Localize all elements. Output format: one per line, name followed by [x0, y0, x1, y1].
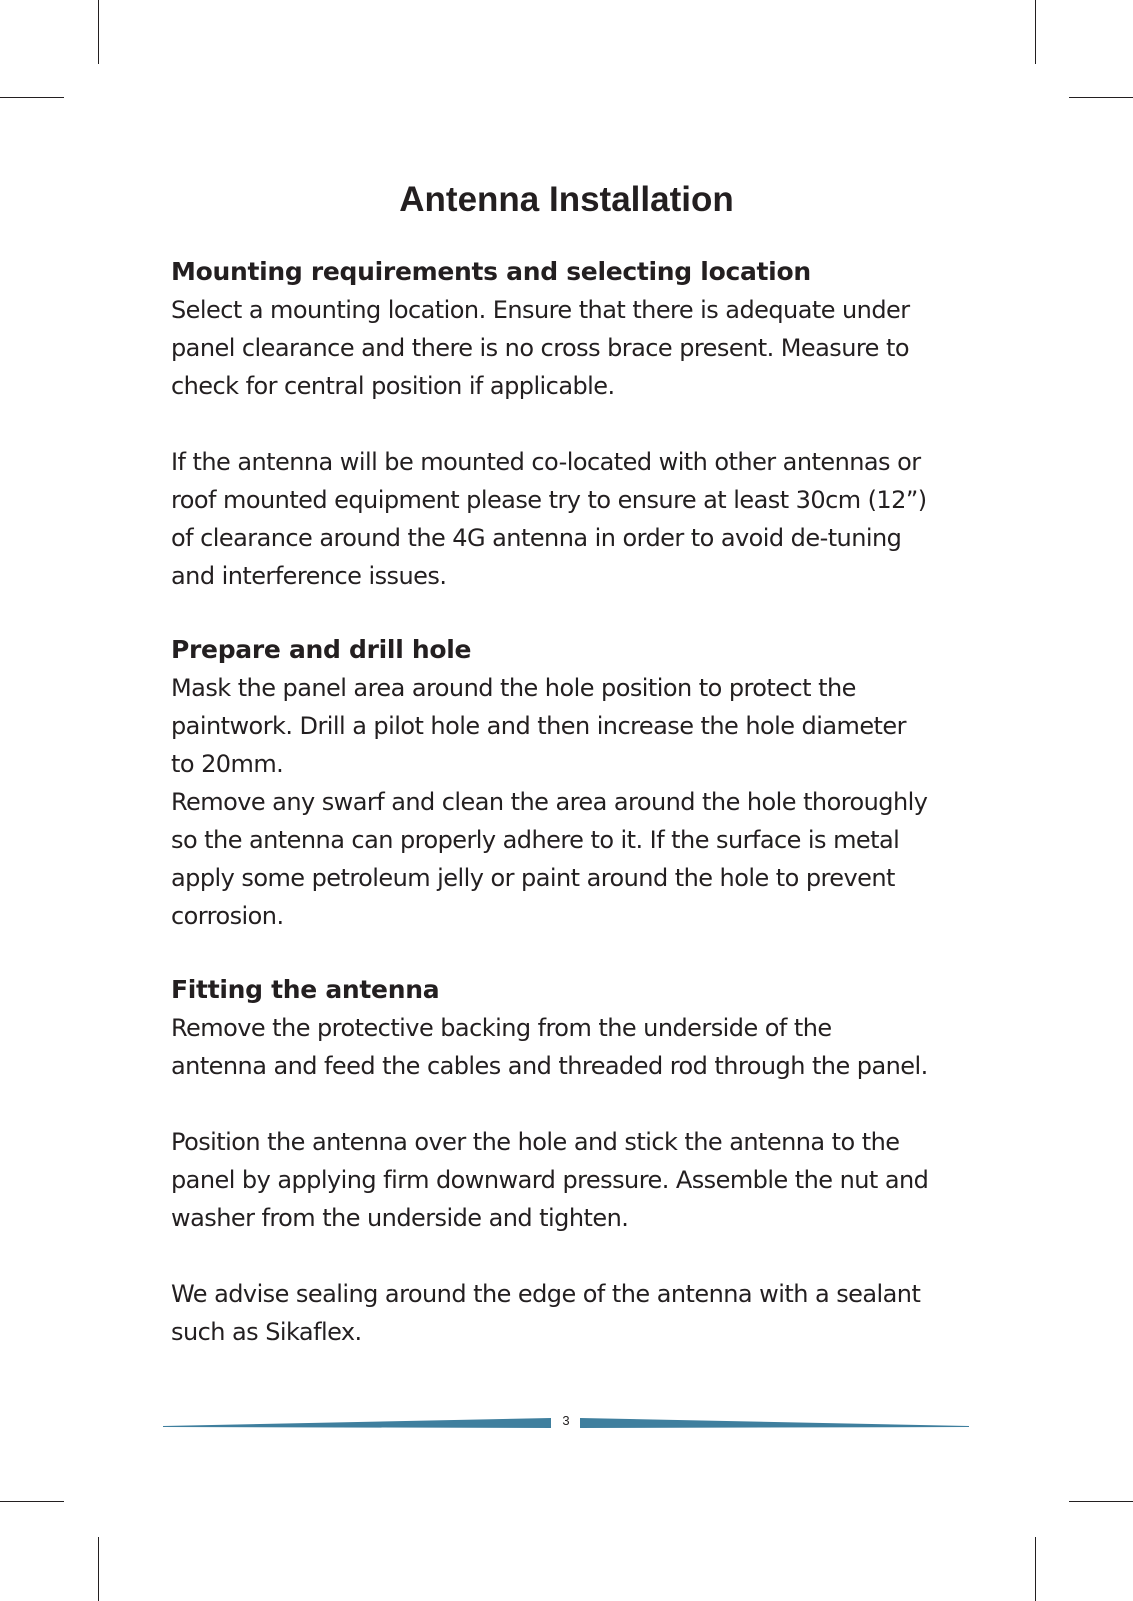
crop-mark-top-right-horizontal [1069, 97, 1133, 98]
paragraph: We advise sealing around the edge of the antenna with a sealant such as Sikaflex. [171, 1280, 921, 1346]
page-number: 3 [562, 1413, 570, 1428]
crop-mark-bottom-right-vertical [1035, 1537, 1036, 1601]
paragraph: Remove the protective backing from the underside of the antenna and feed the cables and threaded rod through the panel. [171, 1014, 928, 1080]
section-heading: Fitting the antenna [171, 975, 440, 1004]
crop-mark-top-left-horizontal [0, 97, 64, 98]
paragraph: Position the antenna over the hole and stick the antenna to the panel by applying firm downward pressure. Assemble the nut and washer from the underside and tighten. [171, 1128, 929, 1232]
section-heading: Mounting requirements and selecting location [171, 257, 811, 286]
crop-mark-bottom-left-horizontal [0, 1501, 64, 1502]
section-mounting-requirements [171, 253, 1001, 595]
document-body [171, 253, 1001, 1387]
footer-rule-right [580, 1418, 969, 1428]
paragraph: Remove any swarf and clean the area around the hole thoroughly so the antenna can properly adhere to it. If the surface is metal apply some petroleum jelly or paint around the hole to prevent corrosion. [171, 788, 928, 930]
crop-mark-top-left-vertical [98, 0, 99, 64]
section-heading: Prepare and drill hole [171, 635, 472, 664]
crop-mark-bottom-right-horizontal [1069, 1501, 1133, 1502]
paragraph: If the antenna will be mounted co-located with other antennas or roof mounted equipment please try to ensure at least 30cm (12”) of clearance around the 4G antenna in order to avoid de-tuning and interference issues. [171, 448, 927, 590]
section-fitting-antenna [171, 971, 1001, 1351]
page-title: Antenna Installation [399, 180, 734, 219]
footer-rule-left [163, 1418, 551, 1428]
section-prepare-drill-hole [171, 631, 1001, 935]
paragraph: Mask the panel area around the hole position to protect the paintwork. Drill a pilot hole and then increase the hole diameter to 20mm. [171, 674, 906, 778]
crop-mark-bottom-left-vertical [98, 1537, 99, 1601]
paragraph: Select a mounting location. Ensure that there is adequate under panel clearance and there is no cross brace present. Measure to check for central position if applicable. [171, 296, 910, 400]
crop-mark-top-right-vertical [1035, 0, 1036, 64]
